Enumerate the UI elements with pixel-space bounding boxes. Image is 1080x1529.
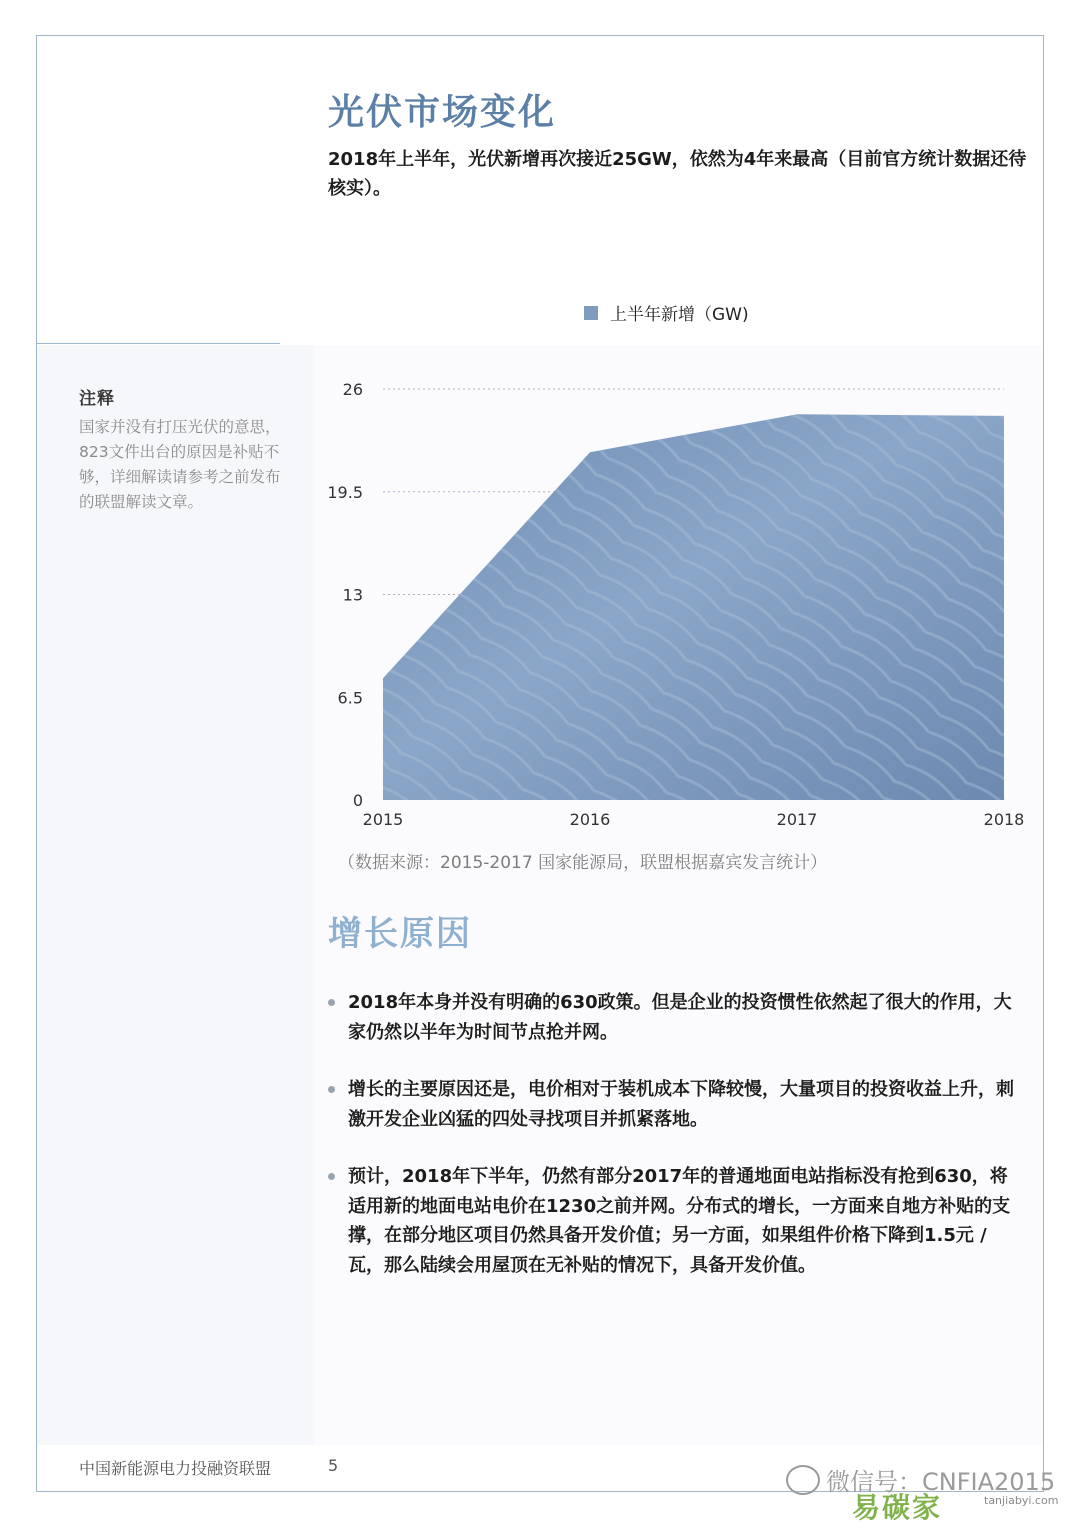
legend-label: 上半年新增（GW) xyxy=(610,305,749,325)
note-body: 国家并没有打压光伏的意思，823文件出台的原因是补贴不够，详细解读请参考之前发布的联盟解读文章。 xyxy=(79,418,281,511)
note-title: 注释 xyxy=(79,389,115,409)
x-tick-label: 2018 xyxy=(983,810,1025,829)
list-item-text: 增长的主要原因还是，电价相对于装机成本下降较慢，大量项目的投资收益上升，刺激开发企业凶猛的四处寻找项目并抓紧落地。 xyxy=(348,1079,1014,1130)
series-area-texture xyxy=(383,414,1004,800)
y-tick-label: 6.5 xyxy=(337,688,363,708)
list-item xyxy=(324,988,1024,1047)
reason-list xyxy=(324,988,1024,1308)
section-title: 增长原因 xyxy=(328,914,472,954)
legend-swatch xyxy=(584,306,598,320)
y-tick-label: 26 xyxy=(342,380,363,399)
bullet-dot xyxy=(328,999,335,1006)
sidebar-divider xyxy=(36,343,280,344)
x-tick-label: 2015 xyxy=(362,810,404,829)
bullet-dot xyxy=(328,1086,335,1093)
intro-text: 2018年上半年，光伏新增再次接近25GW，依然为4年来最高（目前官方统计数据还待核实）。 xyxy=(328,149,1027,199)
wechat-icon xyxy=(786,1465,820,1495)
list-item xyxy=(324,1162,1024,1280)
data-source-note: （数据来源：2015-2017 国家能源局，联盟根据嘉宾发言统计） xyxy=(338,853,828,873)
page-number: 5 xyxy=(328,1456,339,1475)
x-tick-label: 2017 xyxy=(776,810,818,829)
y-tick-label: 0 xyxy=(352,791,363,810)
site-url: tanjiabyi.com xyxy=(984,1494,1059,1507)
list-item-text: 2018年本身并没有明确的630政策。但是企业的投资惯性依然起了很大的作用，大家仍然以半年为时间节点抢并网。 xyxy=(348,992,1012,1043)
bullet-dot xyxy=(328,1173,335,1180)
wechat-id: 微信号：CNFIA2015 xyxy=(826,1468,1056,1496)
footer-organization: 中国新能源电力投融资联盟 xyxy=(79,1459,272,1478)
y-tick-label: 19.5 xyxy=(327,482,363,502)
list-item-text: 预计，2018年下半年，仍然有部分2017年的普通地面电站指标没有抢到630，将适用新的地面电站电价在1230之前并网。分布式的增长，一方面来自地方补贴的支撑，在部分地区项目仍然具备开发价值；另一方面，如果组件价格下降到1.5元 / 瓦，那么陆续会用屋顶在无补贴的情况下，具备开发价值。 xyxy=(348,1166,1011,1276)
page-title: 光伏市场变化 xyxy=(328,92,557,133)
x-tick-label: 2016 xyxy=(569,810,611,829)
site-logo: 易碳家 xyxy=(852,1491,943,1524)
y-tick-label: 13 xyxy=(342,585,363,605)
chart-legend xyxy=(584,300,749,325)
area-chart xyxy=(310,360,1030,840)
list-item xyxy=(324,1075,1024,1134)
